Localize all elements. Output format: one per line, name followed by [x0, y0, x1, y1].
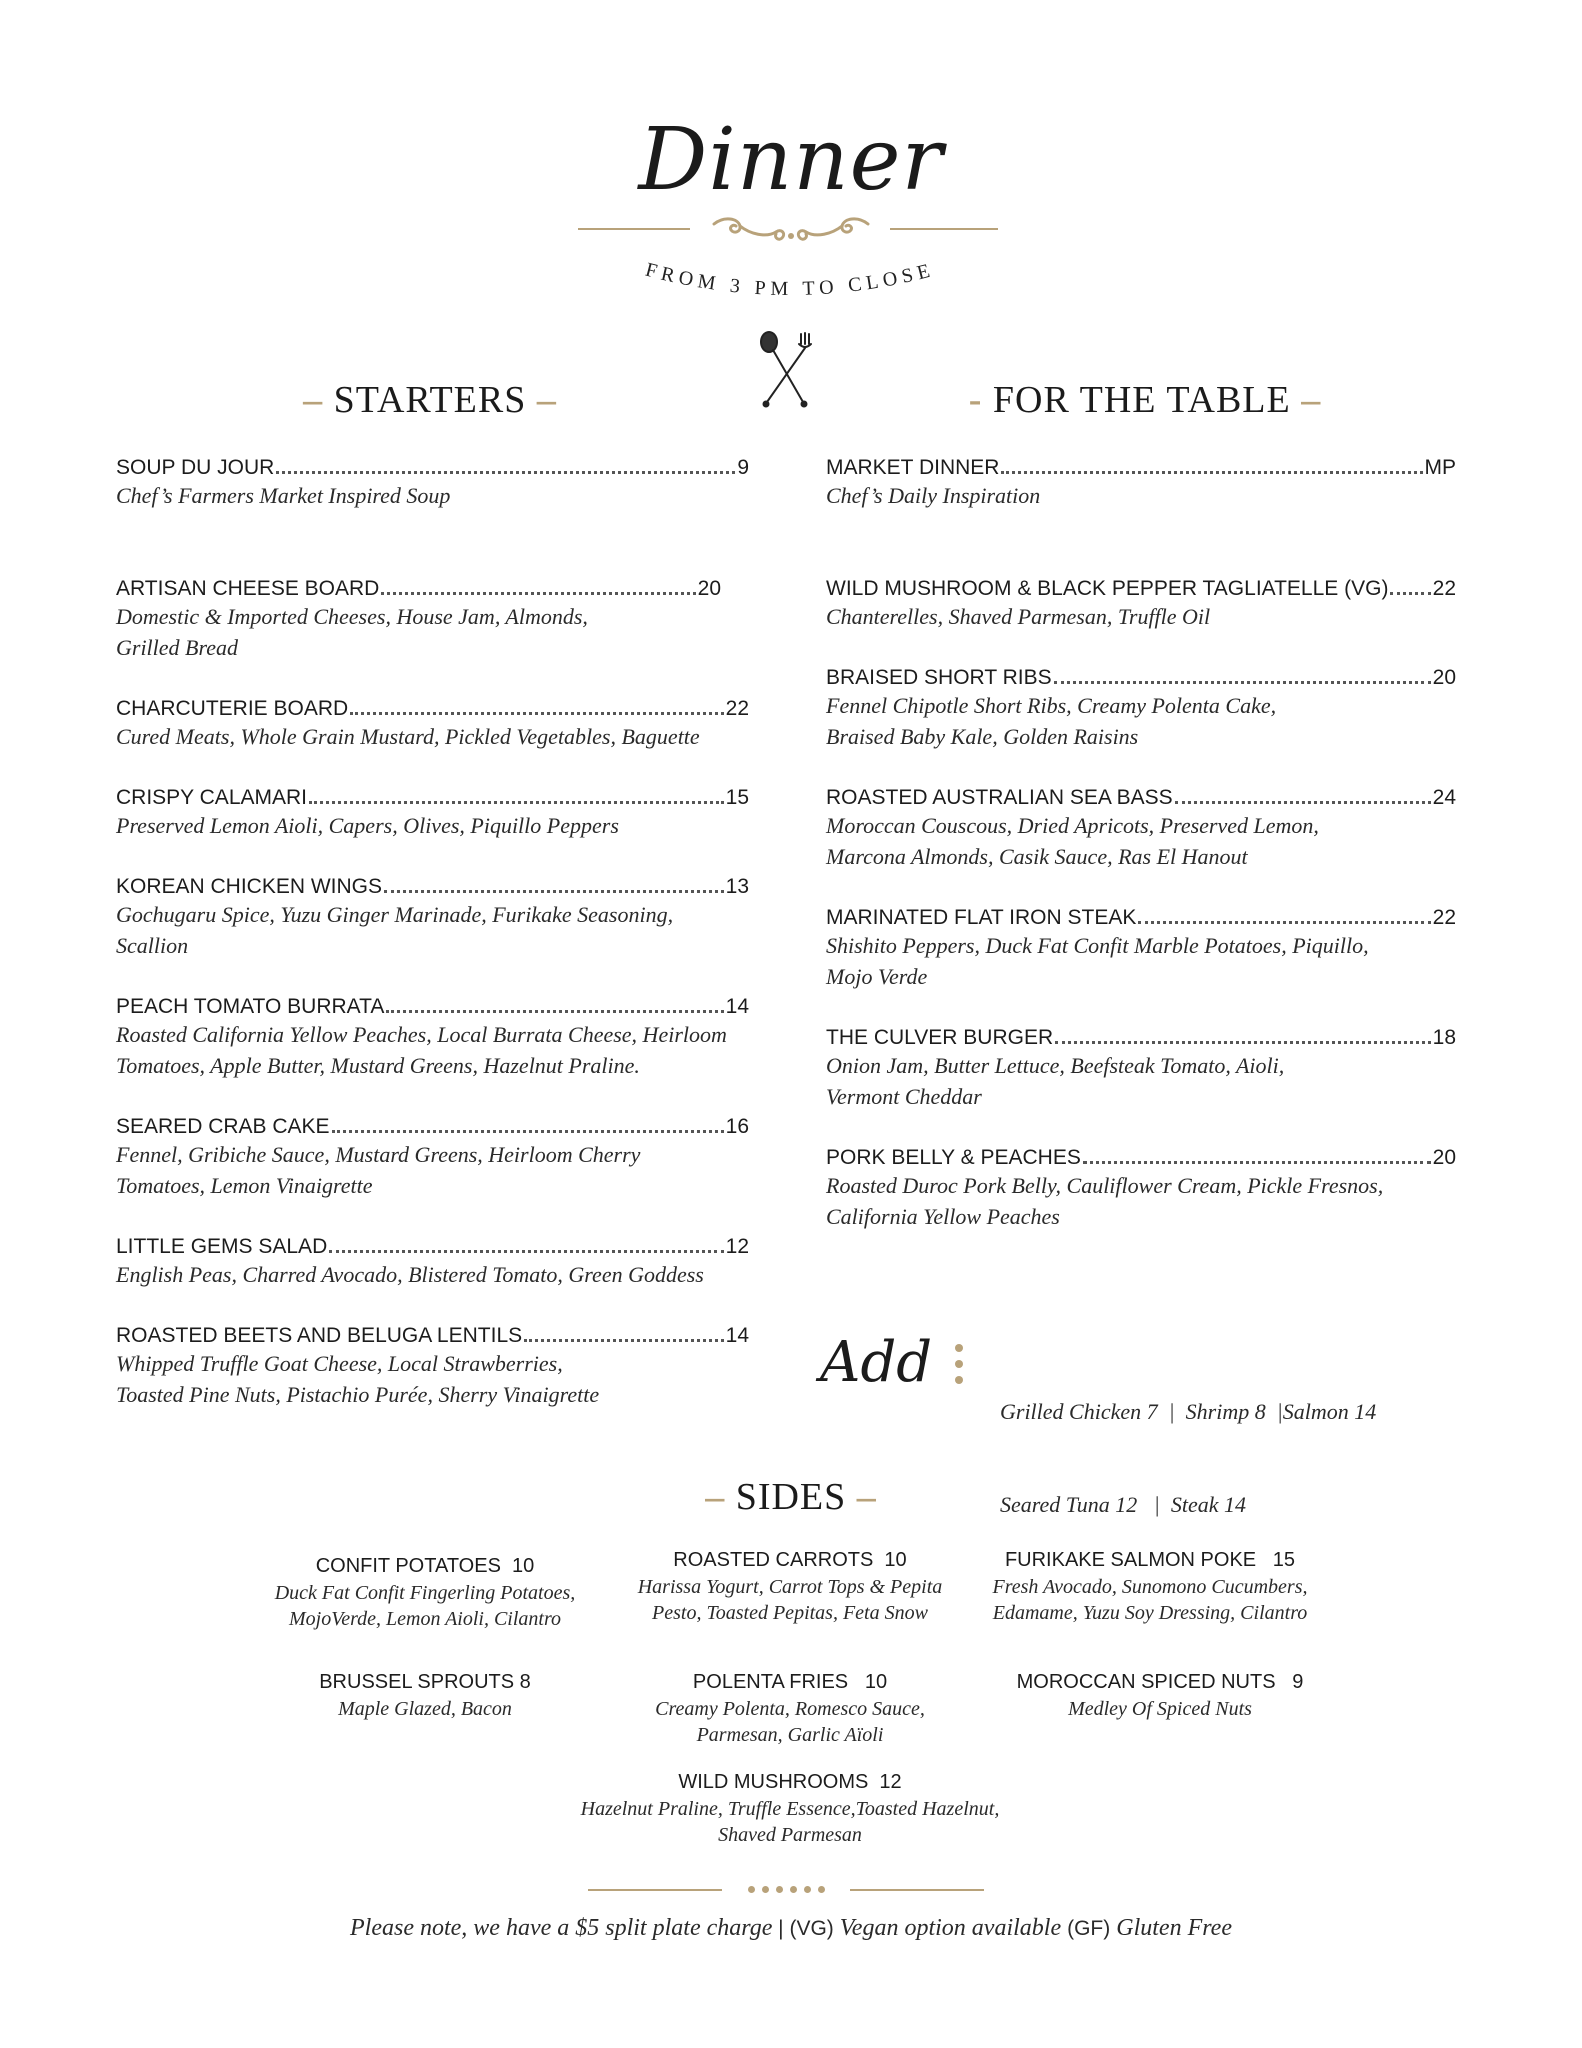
- menu-item: [116, 573, 749, 663]
- subtitle-arc: [620, 255, 960, 335]
- item-price: 20: [1432, 666, 1456, 689]
- item-desc: Scallion: [116, 933, 189, 958]
- dot-leader: [524, 1339, 724, 1342]
- menu-item: [826, 1022, 1456, 1112]
- item-price: 9: [737, 456, 749, 479]
- dot-leader: [1138, 921, 1430, 924]
- item-name: SOUP DU JOUR: [116, 456, 275, 479]
- divider-line-left: [588, 1889, 722, 1891]
- side-item: [610, 1546, 970, 1626]
- side-desc: Fresh Avocado, Sunomono Cucumbers,: [992, 1576, 1308, 1598]
- item-desc: Mojo Verde: [826, 964, 928, 989]
- flourish-ornament-icon: [710, 212, 872, 246]
- side-desc: Maple Glazed, Bacon: [338, 1698, 512, 1720]
- item-name: PEACH TOMATO BURRATA: [116, 995, 385, 1018]
- item-desc: Fennel Chipotle Short Ribs, Creamy Polenta Cake,: [826, 693, 1277, 718]
- title-divider: [0, 208, 1582, 248]
- heading-dash-left: –: [705, 1476, 736, 1518]
- dot-leader: [1001, 471, 1422, 474]
- menu-item: [116, 871, 749, 961]
- side-name: ROASTED CARROTS 10: [673, 1549, 907, 1571]
- divider-dot: [762, 1886, 769, 1893]
- vegan-code: (VG): [789, 1917, 834, 1940]
- side-item: [970, 1546, 1330, 1626]
- item-desc: Moroccan Couscous, Dried Apricots, Preserved Lemon,: [826, 813, 1319, 838]
- item-desc: Domestic & Imported Cheeses, House Jam, Almonds,: [116, 604, 588, 629]
- side-name: POLENTA FRIES 10: [692, 1671, 888, 1693]
- item-name: LITTLE GEMS SALAD: [116, 1235, 328, 1258]
- side-desc: Edamame, Yuzu Soy Dressing, Cilantro: [992, 1602, 1308, 1624]
- split-plate-note: Please note, we have a $5 split plate charge: [350, 1915, 773, 1941]
- item-name: MARKET DINNER: [826, 456, 1000, 479]
- item-name: SEARED CRAB CAKE: [116, 1115, 330, 1138]
- item-price: 13: [725, 875, 749, 898]
- gluten-free-code: (GF): [1067, 1917, 1111, 1940]
- dot-leader: [1390, 592, 1430, 595]
- item-name: ROASTED AUSTRALIAN SEA BASS: [826, 786, 1173, 809]
- item-desc: Tomatoes, Lemon Vinaigrette: [116, 1173, 373, 1198]
- subtitle-text: FROM 3 PM TO CLOSE: [643, 258, 937, 301]
- footer-note: [0, 1915, 1582, 1942]
- side-desc: Creamy Polenta, Romesco Sauce,: [655, 1698, 925, 1720]
- item-desc: English Peas, Charred Avocado, Blistered Tomato, Green Goddess: [116, 1262, 704, 1287]
- item-name: BRAISED SHORT RIBS: [826, 666, 1052, 689]
- item-desc: Toasted Pine Nuts, Pistachio Purée, Sherry Vinaigrette: [116, 1382, 600, 1407]
- for-the-table-heading: - FOR THE TABLE –: [968, 379, 1322, 421]
- side-name: FURIKAKE SALMON POKE 15: [1004, 1549, 1296, 1571]
- item-price: 14: [725, 1324, 749, 1347]
- item-price: 22: [1432, 577, 1456, 600]
- item-desc: Roasted California Yellow Peaches, Local Burrata Cheese, Heirloom: [116, 1022, 727, 1047]
- menu-item: [826, 452, 1456, 511]
- item-price: 22: [725, 697, 749, 720]
- side-item: [250, 1552, 600, 1632]
- menu-header: [0, 110, 1582, 210]
- item-name: CHARCUTERIE BOARD: [116, 697, 349, 720]
- item-name: WILD MUSHROOM & BLACK PEPPER TAGLIATELLE (VG): [826, 577, 1389, 600]
- dot-leader: [386, 1010, 723, 1013]
- dot-leader: [381, 592, 695, 595]
- item-desc: Chef’s Daily Inspiration: [826, 483, 1041, 508]
- menu-item: [826, 662, 1456, 752]
- side-item: [980, 1668, 1340, 1722]
- side-name: CONFIT POTATOES 10: [315, 1555, 535, 1577]
- dot-leader: [1054, 681, 1431, 684]
- menu-item: [826, 782, 1456, 872]
- divider-line-right: [850, 1889, 984, 1891]
- sides-heading: – SIDES –: [705, 1476, 877, 1518]
- divider-dot: [804, 1886, 811, 1893]
- item-price: 12: [725, 1235, 749, 1258]
- side-desc: Pesto, Toasted Pepitas, Feta Snow: [652, 1602, 928, 1624]
- menu-item: [116, 1231, 749, 1290]
- divider-dot: [776, 1886, 783, 1893]
- item-name: ROASTED BEETS AND BELUGA LENTILS: [116, 1324, 523, 1347]
- cutlery-icon: [755, 330, 815, 410]
- item-name: MARINATED FLAT IRON STEAK: [826, 906, 1137, 929]
- item-desc: Cured Meats, Whole Grain Mustard, Pickled Vegetables, Baguette: [116, 724, 700, 749]
- heading-dash-left: -: [968, 379, 993, 421]
- svg-text:FROM 3 PM TO CLOSE: [643, 259, 937, 300]
- item-desc: Preserved Lemon Aioli, Capers, Olives, Piquillo Peppers: [116, 813, 619, 838]
- divider-line-right: [890, 228, 998, 230]
- item-desc: Marcona Almonds, Casik Sauce, Ras El Hanout: [826, 844, 1248, 869]
- side-item: [610, 1668, 970, 1748]
- dot-leader: [384, 890, 724, 893]
- item-desc: California Yellow Peaches: [826, 1204, 1060, 1229]
- footer-separator: |: [772, 1917, 790, 1940]
- add-colon-ornament: [955, 1344, 965, 1392]
- item-desc: Whipped Truffle Goat Cheese, Local Strawberries,: [116, 1351, 563, 1376]
- item-name: THE CULVER BURGER: [826, 1026, 1054, 1049]
- divider-dot: [818, 1886, 825, 1893]
- side-name: BRUSSEL SPROUTS 8: [319, 1671, 531, 1693]
- dot-leader: [350, 712, 723, 715]
- dot-leader: [329, 1250, 723, 1253]
- side-desc: MojoVerde, Lemon Aioli, Cilantro: [288, 1608, 562, 1630]
- add-option-line: Seared Tuna 12 | Steak 14: [1000, 1492, 1246, 1517]
- side-desc: Parmesan, Garlic Aïoli: [696, 1724, 884, 1746]
- add-option-line: Grilled Chicken 7 | Shrimp 8 |Salmon 14: [1000, 1399, 1377, 1424]
- dot-leader: [332, 1130, 724, 1133]
- item-price: 22: [1432, 906, 1456, 929]
- dot-leader: [1055, 1041, 1430, 1044]
- menu-item: [116, 1111, 749, 1201]
- menu-item: [116, 1320, 749, 1410]
- gluten-free-note: Gluten Free: [1110, 1915, 1232, 1941]
- item-desc: Roasted Duroc Pork Belly, Cauliflower Cream, Pickle Fresnos,: [826, 1173, 1384, 1198]
- item-desc: Onion Jam, Butter Lettuce, Beefsteak Tomato, Aioli,: [826, 1053, 1285, 1078]
- menu-item: [116, 991, 749, 1081]
- add-label: Add: [820, 1330, 933, 1395]
- item-desc: Vermont Cheddar: [826, 1084, 982, 1109]
- heading-dash-left: –: [303, 379, 334, 421]
- heading-dash-right: –: [846, 1476, 877, 1518]
- item-price: 24: [1432, 786, 1456, 809]
- item-price: 20: [1432, 1146, 1456, 1169]
- item-name: CRISPY CALAMARI: [116, 786, 307, 809]
- item-price: 18: [1432, 1026, 1456, 1049]
- menu-item: [826, 573, 1456, 632]
- starters-list: [116, 452, 749, 1440]
- item-price: 14: [725, 995, 749, 1018]
- item-desc: Braised Baby Kale, Golden Raisins: [826, 724, 1139, 749]
- starters-heading: – STARTERS –: [303, 379, 557, 421]
- side-desc: Harissa Yogurt, Carrot Tops & Pepita: [637, 1576, 943, 1598]
- item-desc: Chanterelles, Shaved Parmesan, Truffle Oil: [826, 604, 1211, 629]
- item-desc: Chef’s Farmers Market Inspired Soup: [116, 483, 451, 508]
- bottom-divider: [0, 1880, 1582, 1900]
- dot-leader: [309, 801, 724, 804]
- item-desc: Gochugaru Spice, Yuzu Ginger Marinade, Furikake Seasoning,: [116, 902, 674, 927]
- item-price: 15: [725, 786, 749, 809]
- item-name: PORK BELLY & PEACHES: [826, 1146, 1081, 1169]
- item-desc: Shishito Peppers, Duck Fat Confit Marble Potatoes, Piquillo,: [826, 933, 1369, 958]
- side-desc: Shaved Parmesan: [718, 1824, 862, 1846]
- item-price: 20: [697, 577, 721, 600]
- item-desc: Tomatoes, Apple Butter, Mustard Greens, Hazelnut Praline.: [116, 1053, 640, 1078]
- side-desc: Hazelnut Praline, Truffle Essence,Toasted Hazelnut,: [580, 1798, 1000, 1820]
- divider-line-left: [578, 228, 690, 230]
- item-price: MP: [1424, 456, 1456, 479]
- side-item: [540, 1768, 1040, 1848]
- side-item: [250, 1668, 600, 1722]
- heading-dash-right: –: [526, 379, 557, 421]
- dot-leader: [276, 471, 735, 474]
- menu-item: [116, 693, 749, 752]
- item-desc: Fennel, Gribiche Sauce, Mustard Greens, Heirloom Cherry: [116, 1142, 641, 1167]
- page-title: Dinner: [638, 110, 944, 210]
- item-desc: Grilled Bread: [116, 635, 238, 660]
- side-name: WILD MUSHROOMS 12: [678, 1771, 902, 1793]
- divider-dot: [790, 1886, 797, 1893]
- add-ons: [820, 1330, 1470, 1517]
- divider-dot: [748, 1886, 755, 1893]
- side-desc: Medley Of Spiced Nuts: [1068, 1698, 1252, 1720]
- menu-item: [826, 1142, 1456, 1232]
- for-the-table-list: [826, 452, 1456, 1262]
- menu-item: [826, 902, 1456, 992]
- item-name: ARTISAN CHEESE BOARD: [116, 577, 380, 600]
- side-desc: Duck Fat Confit Fingerling Potatoes,: [274, 1582, 576, 1604]
- heading-dash-right: –: [1290, 379, 1322, 421]
- menu-item: [116, 782, 749, 841]
- side-name: MOROCCAN SPICED NUTS 9: [1016, 1671, 1304, 1693]
- dot-leader: [1175, 801, 1431, 804]
- item-price: 16: [725, 1115, 749, 1138]
- dot-leader: [1083, 1161, 1431, 1164]
- add-options: [1000, 1334, 1376, 1582]
- item-name: KOREAN CHICKEN WINGS: [116, 875, 383, 898]
- menu-item: [116, 452, 749, 511]
- vegan-note: Vegan option available: [833, 1915, 1068, 1941]
